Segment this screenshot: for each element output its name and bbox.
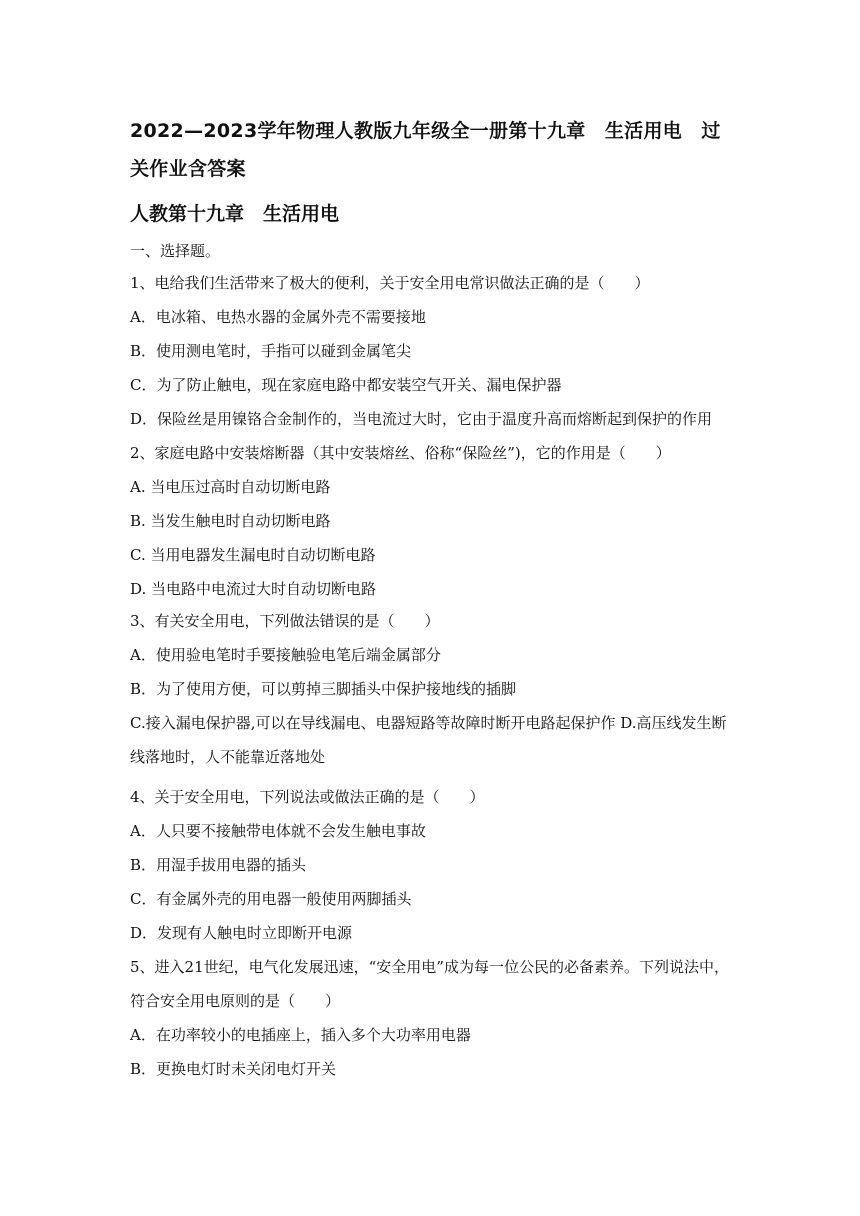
question-1 (130, 266, 732, 436)
question-stem: 3、有关安全用电，下列做法错误的是（ ） (130, 612, 440, 630)
question-stem: 2、家庭电路中安装熔断器（其中安装熔丝、俗称“保险丝”)，它的作用是（ ） (130, 444, 671, 462)
option-b: B．更换电灯时未关闭电灯开关 (130, 1060, 337, 1078)
option-d: D．保险丝是用镍铬合金制作的，当电流过大时，它由于温度升高而熔断起到保护的作用 (130, 410, 713, 428)
option-a: A．在功率较小的电插座上，插入多个大功率用电器 (130, 1026, 471, 1044)
option-b: B．使用测电笔时，手指可以碰到金属笔尖 (130, 342, 412, 360)
section-heading: 一、选择题。 (130, 242, 221, 260)
option-c: C．为了防止触电，现在家庭电路中都安装空气开关、漏电保护器 (130, 376, 562, 394)
option-b: B．为了使用方便，可以剪掉三脚插头中保护接地线的插脚 (130, 680, 517, 698)
option-d: D．发现有人触电时立即断开电源 (130, 924, 353, 942)
option-a: A. 当电压过高时自动切断电路 (130, 478, 331, 496)
chapter-title: 人教第十九章 生活用电 (130, 203, 340, 225)
option-a: A．使用验电笔时手要接触验电笔后端金属部分 (130, 646, 441, 664)
question-stem: 5、进入21世纪，电气化发展迅速，“安全用电”成为每一位公民的必备素养。下列说法中，符合安全用电原则的是（ ） (130, 958, 729, 1010)
question-4 (130, 780, 732, 950)
document-title: 2022—2023学年物理人教版九年级全一册第十九章 生活用电 过关作业含答案 (130, 120, 721, 180)
question-5 (130, 950, 732, 1086)
option-c: C．有金属外壳的用电器一般使用两脚插头 (130, 890, 412, 908)
option-b: B．用湿手拔用电器的插头 (130, 856, 307, 874)
question-3 (130, 604, 732, 774)
option-a: A．人只要不接触带电体就不会发生触电事故 (130, 822, 426, 840)
question-stem: 4、关于安全用电，下列说法或做法正确的是（ ） (130, 788, 485, 806)
option-c: C. 当用电器发生漏电时自动切断电路 (130, 546, 376, 564)
question-2 (130, 436, 732, 606)
option-b: B. 当发生触电时自动切断电路 (130, 512, 331, 530)
option-a: A．电冰箱、电热水器的金属外壳不需要接地 (130, 308, 426, 326)
option-c-d: C.接入漏电保护器,可以在导线漏电、电器短路等故障时断开电路起保护作 D.高压线发生断线落地时，人不能靠近落地处 (130, 714, 727, 766)
question-stem: 1、电给我们生活带来了极大的便利，关于安全用电常识做法正确的是（ ） (130, 274, 650, 292)
option-d: D. 当电路中电流过大时自动切断电路 (130, 580, 377, 598)
